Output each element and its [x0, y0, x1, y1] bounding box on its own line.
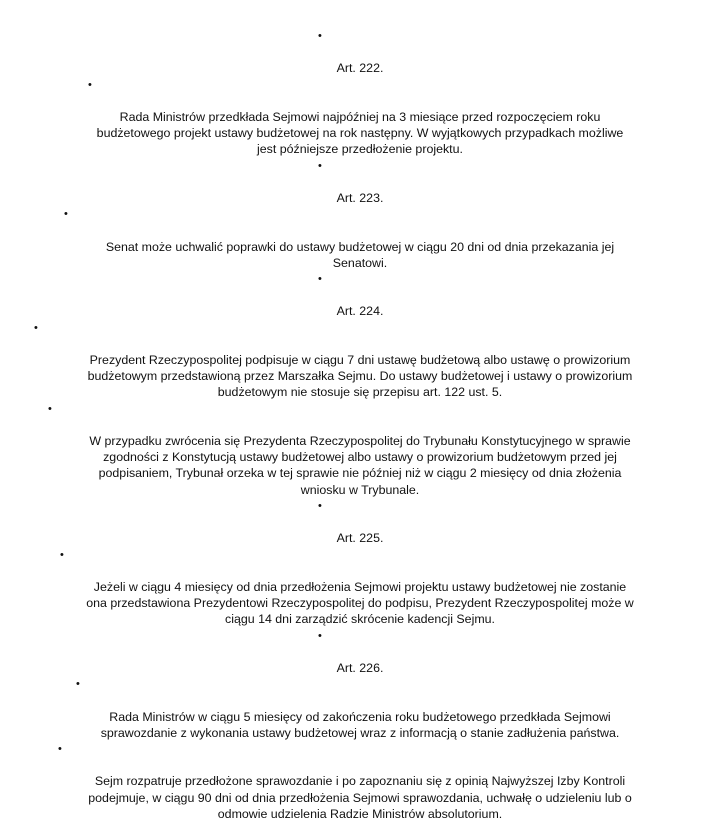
- article-heading-text: Art. 224.: [336, 304, 384, 319]
- article-heading: [0, 628, 720, 677]
- article-heading: [0, 158, 720, 207]
- article-heading-text: Art. 225.: [336, 531, 384, 546]
- paragraph: [0, 77, 720, 158]
- paragraph: [0, 676, 720, 741]
- article-heading-text: Art. 226.: [336, 660, 384, 675]
- article-heading-text: Art. 223.: [336, 191, 384, 206]
- paragraph-text: W przypadku zwrócenia się Prezydenta Rzeczypospolitej do Trybunału Konstytucyjnego w sprawie zgodności z Konstytucją ustawy budżetowej albo ustawy o prowizorium budżetowym przed jej podpisaniem, Trybunał orzeka w tej sprawie nie później niż w ciągu 2 miesięcy od dnia złożenia wniosku w Trybunale.: [89, 434, 631, 497]
- paragraph-text: Jeżeli w ciągu 4 miesięcy od dnia przedłożenia Sejmowi projektu ustawy budżetowej nie zostanie ona przedstawiona Prezydentowi Rzeczypospolitej do podpisu, Prezydent Rzeczypospolitej może w ciągu 14 dni zarządzić skrócenie kadencji Sejmu.: [86, 579, 634, 627]
- paragraph-text: Sejm rozpatruje przedłożone sprawozdanie i po zapoznaniu się z opinią Najwyższej Izby Kontroli podejmuje, w ciągu 90 dni od dnia przedłożenia Sejmowi sprawozdania, uchwałę o udzieleniu lub o odmowie udzielenia Radzie Ministrów absolutorium.: [88, 774, 632, 821]
- article-heading: [0, 498, 720, 547]
- bullet-icon: •: [318, 629, 322, 642]
- bullet-icon: •: [60, 548, 64, 561]
- bullet-icon: •: [318, 273, 322, 286]
- paragraph: [0, 401, 720, 498]
- paragraph-text: Prezydent Rzeczypospolitej podpisuje w ciągu 7 dni ustawę budżetową albo ustawę o prowizorium budżetowym przedstawioną przez Marszałka Sejmu. Do ustawy budżetowej i ustawy o prowizorium budżetowym nie stosuje się przepisu art. 122 ust. 5.: [87, 353, 633, 400]
- paragraph: [0, 741, 720, 822]
- paragraph-text: Senat może uchwalić poprawki do ustawy budżetowej w ciągu 20 dni od dnia przekazania jej Senatowi.: [105, 239, 615, 270]
- paragraph: [0, 547, 720, 628]
- paragraph-text: Rada Ministrów przedkłada Sejmowi najpóźniej na 3 miesiące przed rozpoczęciem roku budżetowego projekt ustawy budżetowej na rok następny. W wyjątkowych przypadkach możliwe jest późniejsze przedłożenie projektu.: [96, 110, 624, 157]
- paragraph: [0, 320, 720, 401]
- bullet-icon: •: [76, 678, 80, 691]
- paragraph: [0, 206, 720, 271]
- article-heading-text: Art. 222.: [336, 61, 384, 76]
- bullet-icon: •: [318, 499, 322, 512]
- bullet-icon: •: [318, 159, 322, 172]
- article-heading: [0, 28, 720, 77]
- bullet-icon: •: [34, 321, 38, 334]
- bullet-icon: •: [318, 30, 322, 42]
- bullet-icon: •: [88, 78, 92, 91]
- paragraph-text: Rada Ministrów w ciągu 5 miesięcy od zakończenia roku budżetowego przedkłada Sejmowi sprawozdanie z wykonania ustawy budżetowej wraz z informacją o stanie zadłużenia państwa.: [100, 709, 620, 740]
- bullet-icon: •: [48, 402, 52, 415]
- article-heading: [0, 271, 720, 320]
- bullet-icon: •: [58, 742, 62, 755]
- bullet-icon: •: [64, 208, 68, 221]
